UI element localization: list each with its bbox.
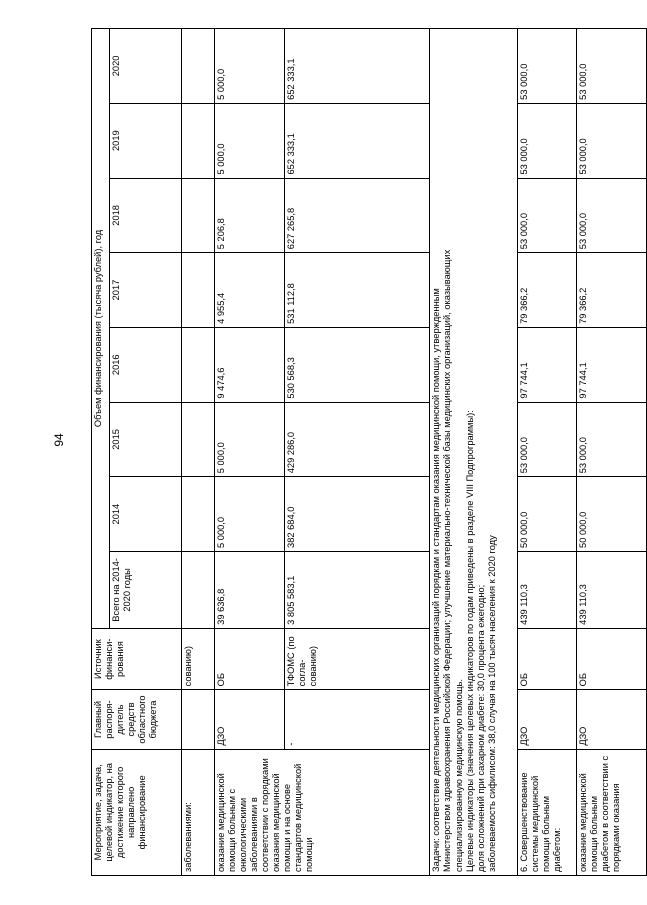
value-cell: 5 206,8 (215, 178, 285, 253)
value-cell: 53 000,0 (518, 103, 577, 178)
header-year: 2020 (110, 29, 182, 104)
event-cell: оказание медицинской помощи больным с онкологическими заболеваниями в соответствии с порядками оказания медицинской помощи и на основе стандартов медицинской помощи (215, 749, 430, 875)
total-cell: 39 636,8 (215, 551, 285, 628)
source-cell: ТФОМС (по согла-сованию) (285, 628, 430, 690)
value-cell (182, 29, 215, 104)
funding-table (91, 28, 647, 876)
table-row (215, 29, 285, 876)
value-cell (182, 253, 215, 328)
manager-cell: ДЗО (518, 690, 577, 749)
value-cell: 5 000,0 (215, 477, 285, 552)
header-year: 2015 (110, 402, 182, 477)
table-row (577, 29, 647, 876)
total-cell: 439 110,3 (577, 551, 647, 628)
value-cell: 53 000,0 (518, 29, 577, 104)
header-row-top (92, 29, 110, 876)
source-cell: ОБ (518, 628, 577, 690)
source-cell: ОБ (215, 628, 285, 690)
value-cell: 53 000,0 (577, 103, 647, 178)
header-year: 2016 (110, 327, 182, 402)
total-cell (182, 551, 215, 628)
page-number: 94 (52, 433, 66, 447)
header-event: Мероприятие, задача, целевой индикатор, на достижение которого направлено финансирование (92, 749, 182, 875)
value-cell: 50 000,0 (518, 477, 577, 552)
value-cell: 53 000,0 (518, 178, 577, 253)
value-cell: 97 744,1 (577, 327, 647, 402)
header-year: 2018 (110, 178, 182, 253)
header-manager: Главный распоря-дитель средств областного бюджета (92, 690, 182, 749)
rotated-page-content (91, 28, 621, 876)
manager-cell: - (285, 690, 430, 749)
event-cell: 6. Совершенствование системы медицинской помощи больным диабетом: (518, 749, 577, 875)
value-cell: 97 744,1 (518, 327, 577, 402)
event-cell: оказание медицинской помощи больным диабетом в соответствии с порядками оказания (577, 749, 647, 875)
value-cell: 627 265,8 (285, 178, 430, 253)
task-line: заболеваемость сифилисом: 38,0 случая на 100 тысяч населения к 2020 году (487, 535, 498, 872)
value-cell: 5 000,0 (215, 402, 285, 477)
total-cell: 3 805 583,1 (285, 551, 430, 628)
header-source: Источник финанси-рования (92, 628, 182, 690)
task-row (430, 29, 518, 876)
value-cell: 530 568,3 (285, 327, 430, 402)
value-cell: 652 333,1 (285, 29, 430, 104)
value-cell: 79 366,2 (518, 253, 577, 328)
value-cell: 5 000,0 (215, 103, 285, 178)
value-cell: 4 955,4 (215, 253, 285, 328)
task-line: специализированную медицинскую помощь. (453, 679, 464, 872)
task-line: Задачи: соответствие деятельности медицинских организаций порядкам и стандартам оказания медицинской помощи, утвержденным (431, 288, 441, 872)
header-funding-title: Объем финансирования (тысяча рублей), год (92, 29, 110, 629)
manager-cell (182, 690, 215, 749)
total-cell: 439 110,3 (518, 551, 577, 628)
value-cell: 531 112,8 (285, 253, 430, 328)
value-cell: 53 000,0 (577, 178, 647, 253)
value-cell (182, 327, 215, 402)
header-total: Всего на 2014-2020 годы (110, 551, 182, 628)
header-year: 2014 (110, 477, 182, 552)
value-cell: 79 366,2 (577, 253, 647, 328)
manager-cell: ДЗО (577, 690, 647, 749)
value-cell: 53 000,0 (577, 402, 647, 477)
source-cell: ОБ (577, 628, 647, 690)
task-line: Министерством здравоохранения Российской Федерации; улучшение материально-технической базы медицинских организаций, оказывающих (442, 249, 453, 872)
value-cell (182, 402, 215, 477)
table-row (518, 29, 577, 876)
value-cell: 429 286,0 (285, 402, 430, 477)
value-cell: 50 000,0 (577, 477, 647, 552)
manager-cell: ДЗО (215, 690, 285, 749)
value-cell (182, 477, 215, 552)
value-cell: 53 000,0 (518, 402, 577, 477)
value-cell: 9 474,6 (215, 327, 285, 402)
table-row (285, 29, 430, 876)
value-cell: 5 000,0 (215, 29, 285, 104)
rotated-table-frame (91, 28, 621, 876)
table-row (182, 29, 215, 876)
header-year: 2017 (110, 253, 182, 328)
event-cell: заболеваниями: (182, 749, 215, 875)
source-cell: сованию) (182, 628, 215, 690)
value-cell: 53 000,0 (577, 29, 647, 104)
value-cell (182, 178, 215, 253)
task-description (430, 29, 518, 876)
task-line: Целевые индикаторы (значения целевых индикаторов по годам приведены в разделе VIII Подпрограммы): (464, 410, 475, 872)
header-year: 2019 (110, 103, 182, 178)
value-cell (182, 103, 215, 178)
value-cell: 382 684,0 (285, 477, 430, 552)
value-cell: 652 333,1 (285, 103, 430, 178)
task-line: доля осложнений при сахарном диабете: 30,0 процента ежегодно; (476, 584, 487, 872)
